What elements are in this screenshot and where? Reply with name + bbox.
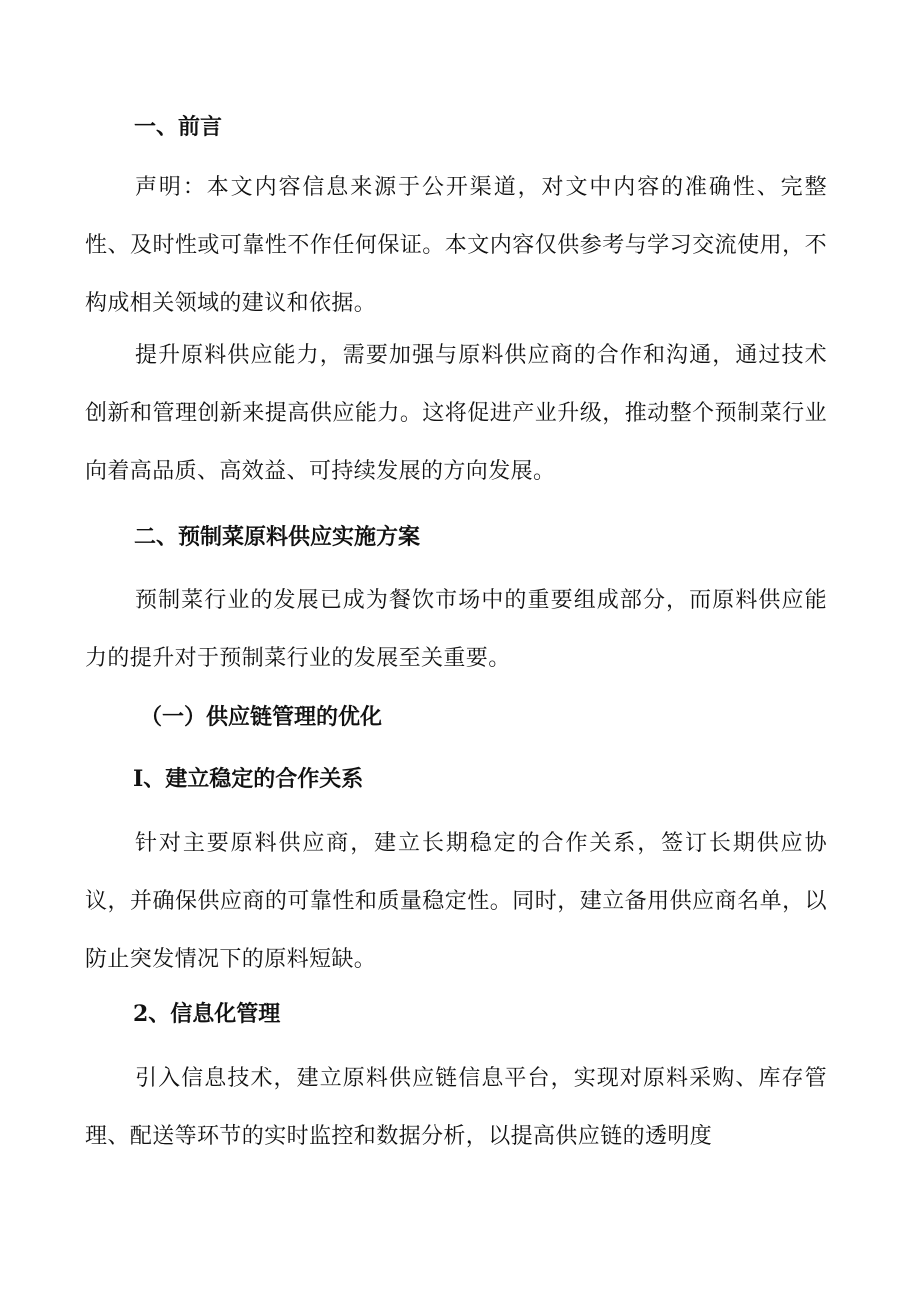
section-heading-plan: 二、预制菜原料供应实施方案 (134, 524, 421, 550)
section-heading-preface: 一、前言 (134, 114, 223, 140)
subsection-title-supply-chain: （一）供应链管理的优化 (140, 704, 383, 730)
item-text-cooperation: 针对主要原料供应商，建立长期稳定的合作关系，签订长期供应协议，并确保供应商的可靠性和质量稳定性。同时，建立备用供应商名单，以防止突发情况下的原料短缺。 (85, 831, 827, 972)
preface-paragraph: 提升原料供应能力，需要加强与原料供应商的合作和沟通，通过技术创新和管理创新来提高供应能力。这将促进产业升级，推动整个预制菜行业向着高品质、高效益、可持续发展的方向发展。 (85, 343, 827, 484)
plan-intro-paragraph: 预制菜行业的发展已成为餐饮市场中的重要组成部分，而原料供应能力的提升对于预制菜行业的发展至关重要。 (85, 588, 827, 671)
item-title-informatization: 2、信息化管理 (133, 1001, 281, 1027)
disclaimer-paragraph: 声明：本文内容信息来源于公开渠道，对文中内容的准确性、完整性、及时性或可靠性不作任何保证。本文内容仅供参考与学习交流使用，不构成相关领域的建议和依据。 (85, 175, 827, 316)
item-title-cooperation: I、建立稳定的合作关系 (133, 766, 364, 792)
item-text-informatization: 引入信息技术，建立原料供应链信息平台，实现对原料采购、库存管理、配送等环节的实时监控和数据分析，以提高供应链的透明度 (85, 1066, 827, 1149)
